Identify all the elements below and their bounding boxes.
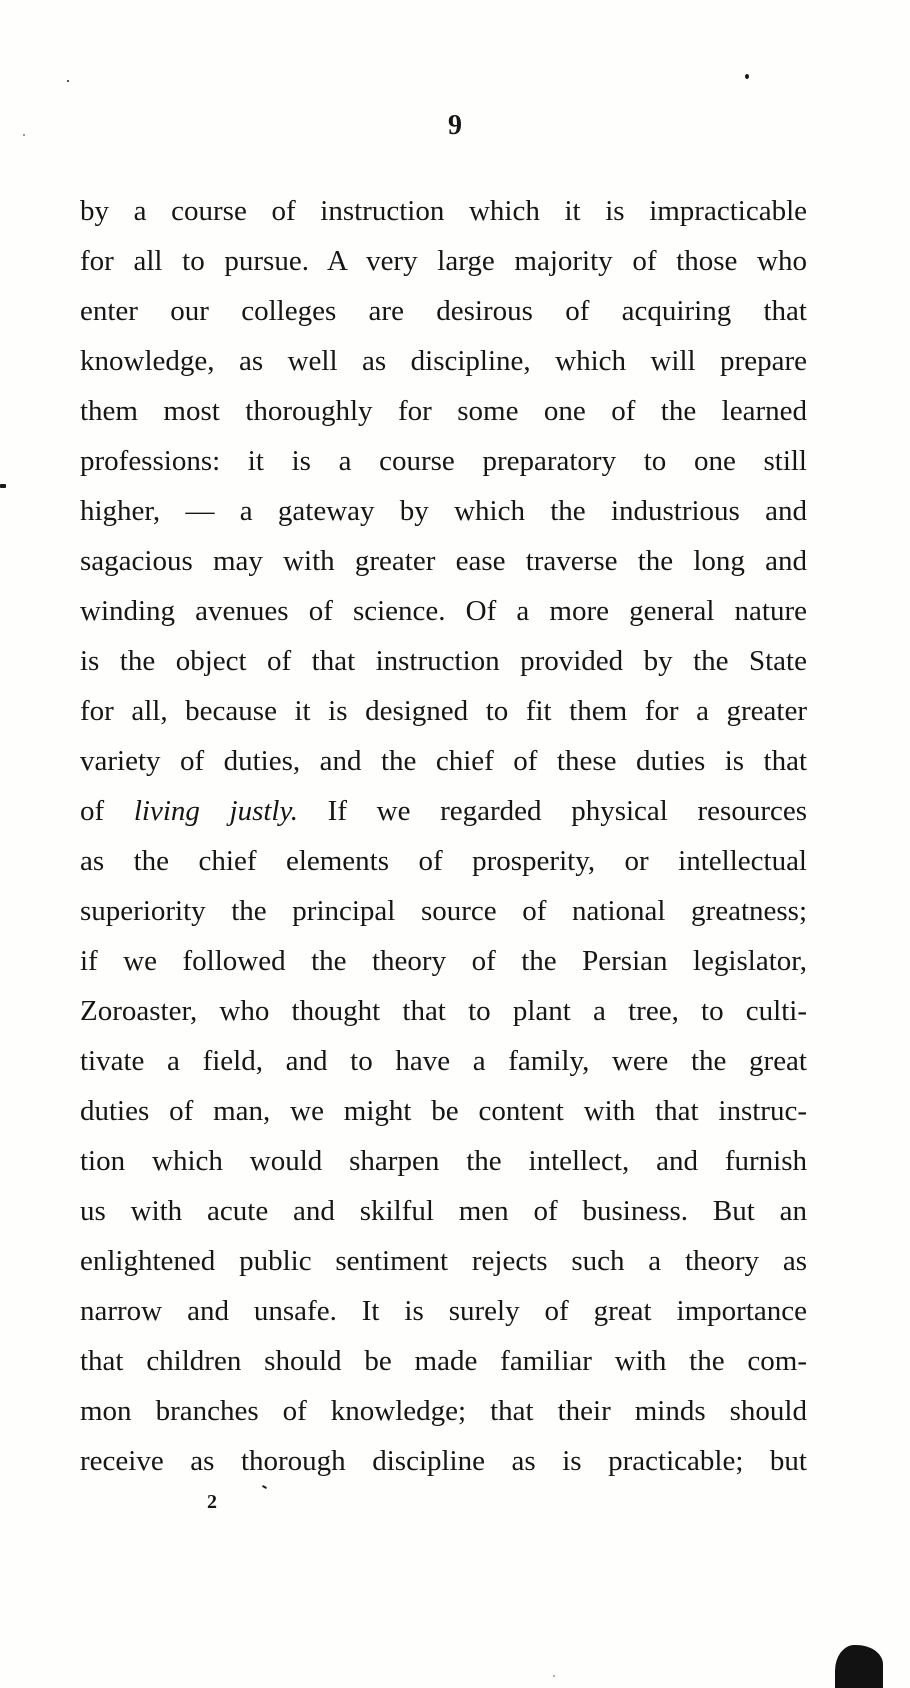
- text-line: professions: it is a course preparatory to one still: [80, 445, 807, 477]
- text-line: duties of man, we might be content with that instruc-: [80, 1095, 807, 1127]
- text-line: [80, 786, 807, 836]
- text-line: for all to pursue. A very large majority of those who: [80, 245, 807, 277]
- text-line: variety of duties, and the chief of these duties is that: [80, 745, 807, 777]
- text-line: is the object of that instruction provided by the State: [80, 645, 807, 677]
- page-number: 9: [448, 110, 462, 141]
- ink-speck: [0, 484, 6, 488]
- text-line: Zoroaster, who thought that to plant a tree, to culti-: [80, 995, 807, 1027]
- text-line: winding avenues of science. Of a more general nature: [80, 595, 807, 627]
- text-line: mon branches of knowledge; that their minds should: [80, 1395, 807, 1427]
- text-line: enlightened public sentiment rejects such a theory as: [80, 1245, 807, 1277]
- signature-mark: 2: [207, 1491, 217, 1513]
- text-line: us with acute and skilful men of business. But an: [80, 1195, 807, 1227]
- ink-blot: [835, 1645, 883, 1688]
- ink-speck: [67, 80, 69, 82]
- italic-phrase: living justly.: [133, 795, 299, 827]
- text-line: if we followed the theory of the Persian legislator,: [80, 945, 807, 977]
- text-segment: of: [80, 795, 134, 827]
- text-line: superiority the principal source of national greatness;: [80, 895, 807, 927]
- ink-speck: [553, 1675, 555, 1677]
- text-line: that children should be made familiar with the com-: [80, 1345, 807, 1377]
- text-line: for all, because it is designed to fit them for a greater: [80, 695, 807, 727]
- ink-speck: [745, 74, 749, 79]
- text-line: tivate a field, and to have a family, were the great: [80, 1045, 807, 1077]
- text-line: as the chief elements of prosperity, or intellectual: [80, 845, 807, 877]
- text-line: them most thoroughly for some one of the learned: [80, 395, 807, 427]
- body-text: [80, 186, 807, 1486]
- text-line: narrow and unsafe. It is surely of great importance: [80, 1295, 807, 1327]
- text-line: by a course of instruction which it is impracticable: [80, 195, 807, 227]
- text-segment: If we regarded physical resources: [298, 795, 807, 827]
- text-line: higher, — a gateway by which the industrious and: [80, 495, 807, 527]
- text-line: sagacious may with greater ease traverse the long and: [80, 545, 807, 577]
- text-line: knowledge, as well as discipline, which will prepare: [80, 345, 807, 377]
- text-line: receive as thorough discipline as is practicable; but: [80, 1445, 807, 1477]
- text-line: tion which would sharpen the intellect, and furnish: [80, 1145, 807, 1177]
- text-line: enter our colleges are desirous of acquiring that: [80, 295, 807, 327]
